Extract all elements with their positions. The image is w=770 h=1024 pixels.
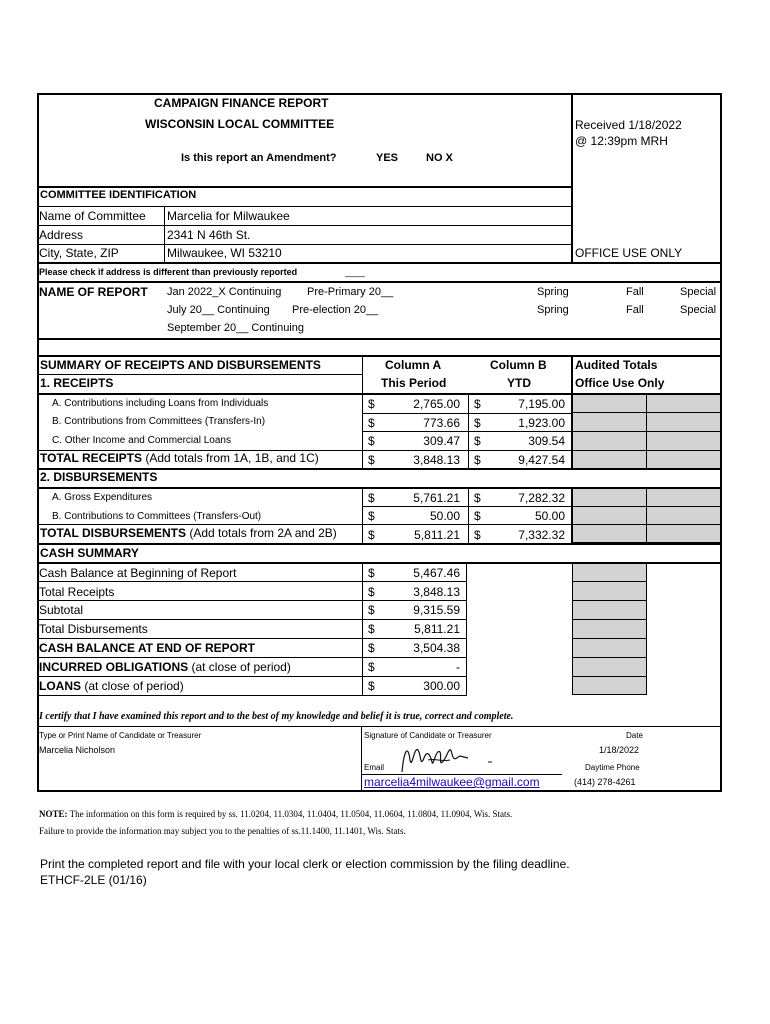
report-option-july[interactable]: July 20__ Continuing — [167, 304, 270, 316]
cash-row-subtotal-label: Subtotal — [39, 603, 84, 617]
audit-cell — [572, 563, 647, 582]
committee-name-label: Name of Committee — [39, 209, 146, 223]
currency-sign: $ — [368, 416, 375, 430]
certification-statement: I certify that I have examined this report and to the best of my knowledge and belief it is true, correct and complete. — [39, 711, 514, 722]
column-b-header: Column B — [490, 358, 547, 372]
total-disbursements-col-b[interactable]: 7,332.32 — [518, 528, 565, 542]
report-name-label: NAME OF REPORT — [39, 285, 148, 299]
receipt-row-b-col-b[interactable]: 1,923.00 — [518, 416, 565, 430]
signature-image — [398, 740, 498, 776]
total-receipts-label: TOTAL RECEIPTS (Add totals from 1A, 1B, and 1C) — [40, 451, 319, 465]
disb-row-a-col-b[interactable]: 7,282.32 — [518, 491, 565, 505]
receipt-row-a-label: A. Contributions including Loans from Individuals — [52, 398, 269, 409]
report-option-special-2[interactable]: Special — [680, 304, 717, 316]
currency-sign: $ — [368, 528, 375, 542]
audited-header: Audited Totals — [575, 358, 658, 372]
report-option-preelection[interactable]: Pre-election 20__ — [292, 304, 379, 316]
audit-cell — [572, 676, 647, 695]
column-a-header: Column A — [385, 358, 442, 372]
cash-row-disbursements-label: Total Disbursements — [39, 622, 148, 636]
audit-cell — [646, 431, 721, 451]
report-option-september[interactable]: September 20__ Continuing — [167, 322, 304, 334]
signature-label: Signature of Candidate or Treasurer — [364, 731, 492, 740]
audit-cell — [572, 450, 647, 469]
report-option-spring-2[interactable]: Spring — [537, 304, 569, 316]
receipt-row-a-col-a[interactable]: 2,765.00 — [413, 397, 460, 411]
city-value[interactable]: Milwaukee, WI 53210 — [167, 246, 282, 260]
audit-cell — [646, 524, 721, 543]
cash-balance-value[interactable]: 3,504.38 — [413, 641, 460, 655]
address-value[interactable]: 2341 N 46th St. — [167, 228, 251, 242]
currency-sign: $ — [368, 509, 375, 523]
currency-sign: $ — [474, 416, 481, 430]
currency-sign: $ — [368, 585, 375, 599]
audit-cell — [572, 619, 647, 639]
disb-row-b-label: B. Contributions to Committees (Transfers-Out) — [52, 511, 262, 522]
receipt-row-a-col-b[interactable]: 7,195.00 — [518, 397, 565, 411]
receipt-row-c-col-a[interactable]: 309.47 — [423, 434, 460, 448]
report-option-jan[interactable]: Jan 2022_X Continuing — [167, 286, 282, 298]
amendment-no[interactable]: NO X — [426, 152, 453, 164]
receipt-row-b-col-a[interactable]: 773.66 — [423, 416, 460, 430]
summary-title: SUMMARY OF RECEIPTS AND DISBURSEMENTS — [40, 358, 321, 372]
audit-cell — [646, 506, 721, 525]
loans-label: LOANS (at close of period) — [39, 679, 184, 693]
currency-sign: $ — [368, 622, 375, 636]
cash-balance-label: CASH BALANCE AT END OF REPORT — [39, 641, 255, 655]
audit-cell — [572, 638, 647, 658]
disb-row-a-label: A. Gross Expenditures — [52, 492, 153, 503]
currency-sign: $ — [368, 453, 375, 467]
audit-cell — [646, 412, 721, 432]
audit-cell — [572, 657, 647, 677]
report-option-preprimary[interactable]: Pre-Primary 20__ — [307, 286, 394, 298]
report-option-fall-1[interactable]: Fall — [626, 286, 644, 298]
amendment-question: Is this report an Amendment? — [181, 152, 337, 164]
currency-sign: $ — [474, 397, 481, 411]
amendment-yes[interactable]: YES — [376, 152, 399, 164]
audit-cell — [646, 488, 721, 507]
address-change-checkbox[interactable]: ____ — [345, 267, 366, 277]
currency-sign: $ — [474, 491, 481, 505]
committee-name-value[interactable]: Marcelia for Milwaukee — [167, 209, 290, 223]
receipt-row-c-col-b[interactable]: 309.54 — [528, 434, 565, 448]
footer-note: NOTE: The information on this form is required by ss. 11.0204, 11.0304, 11.0404, 11.0504, 11.0604, 11.0804, 11.0904, Wis. Stats. — [39, 809, 513, 819]
audit-cell — [572, 506, 647, 525]
audit-cell — [646, 394, 721, 413]
currency-sign: $ — [368, 679, 375, 693]
report-option-special-1[interactable]: Special — [680, 286, 717, 298]
email-link[interactable] — [364, 775, 540, 789]
date-value[interactable]: 1/18/2022 — [599, 745, 640, 755]
filing-instructions: Print the completed report and file with your local clerk or election commission by the filing deadline. — [40, 857, 570, 871]
audited-subheader: Office Use Only — [575, 376, 665, 390]
currency-sign: $ — [474, 453, 481, 467]
cash-row-subtotal-value[interactable]: 9,315.59 — [413, 603, 460, 617]
disbursements-heading: 2. DISBURSEMENTS — [40, 470, 158, 484]
cash-summary-heading: CASH SUMMARY — [40, 546, 139, 560]
currency-sign: $ — [474, 434, 481, 448]
receipt-row-b-label: B. Contributions from Committees (Transfers-In) — [52, 416, 266, 427]
address-change-note: Please check if address is different than previously reported — [39, 267, 298, 277]
incurred-obligations-value[interactable]: - — [456, 660, 460, 674]
form-title-line2: WISCONSIN LOCAL COMMITTEE — [145, 117, 335, 131]
currency-sign: $ — [474, 509, 481, 523]
total-disbursements-col-a[interactable]: 5,811.21 — [414, 528, 460, 542]
incurred-obligations-label: INCURRED OBLIGATIONS (at close of period) — [39, 660, 291, 674]
address-label: Address — [39, 228, 84, 242]
currency-sign: $ — [368, 434, 375, 448]
received-stamp: Received 1/18/2022 — [575, 118, 682, 132]
print-name-label: Type or Print Name of Candidate or Treasurer — [39, 731, 202, 740]
disb-row-b-col-a[interactable]: 50.00 — [429, 509, 460, 523]
total-receipts-col-a[interactable]: 3,848.13 — [413, 453, 460, 467]
currency-sign: $ — [368, 660, 375, 674]
loans-value[interactable]: 300.00 — [423, 679, 460, 693]
disb-row-a-col-a[interactable]: 5,761.21 — [413, 491, 460, 505]
committee-section-title: COMMITTEE IDENTIFICATION — [40, 189, 197, 201]
column-a-subheader: This Period — [381, 376, 447, 390]
cash-row-receipts-label: Total Receipts — [39, 585, 115, 599]
email-address[interactable]: marcelia4milwaukee@gmail.com — [364, 775, 540, 789]
column-b-subheader: YTD — [507, 376, 531, 390]
office-use-label: OFFICE USE ONLY — [575, 246, 683, 260]
date-label: Date — [626, 731, 643, 740]
received-time: @ 12:39pm MRH — [575, 134, 668, 148]
currency-sign: $ — [368, 397, 375, 411]
currency-sign: $ — [368, 491, 375, 505]
footer-note-penalty: Failure to provide the information may subject you to the penalties of ss.11.1400, 11.1401, Wis. Stats. — [39, 826, 406, 836]
receipts-heading: 1. RECEIPTS — [40, 376, 114, 390]
form-id: ETHCF-2LE (01/16) — [40, 873, 147, 887]
audit-cell — [572, 600, 647, 620]
report-option-fall-2[interactable]: Fall — [626, 304, 644, 316]
currency-sign: $ — [368, 566, 375, 580]
audit-cell — [572, 524, 647, 543]
currency-sign: $ — [474, 528, 481, 542]
phone-label: Daytime Phone — [585, 763, 640, 772]
cash-row-receipts-value[interactable]: 3,848.13 — [413, 585, 460, 599]
total-disbursements-label: TOTAL DISBURSEMENTS (Add totals from 2A and 2B) — [40, 526, 337, 540]
report-option-spring-1[interactable]: Spring — [537, 286, 569, 298]
audit-cell — [572, 488, 647, 507]
email-label: Email — [364, 763, 385, 772]
audit-cell — [646, 450, 721, 469]
cash-row-beginning-label: Cash Balance at Beginning of Report — [39, 566, 237, 580]
receipt-row-c-label: C. Other Income and Commercial Loans — [52, 435, 231, 446]
phone-value[interactable]: (414) 278-4261 — [574, 777, 636, 787]
total-receipts-col-b[interactable]: 9,427.54 — [518, 453, 565, 467]
audit-cell — [572, 412, 647, 432]
currency-sign: $ — [368, 641, 375, 655]
audit-cell — [572, 431, 647, 451]
audit-cell — [572, 394, 647, 413]
disb-row-b-col-b[interactable]: 50.00 — [534, 509, 565, 523]
print-name-value[interactable]: Marcelia Nicholson — [39, 745, 116, 755]
form-title-line1: CAMPAIGN FINANCE REPORT — [154, 96, 329, 110]
cash-row-beginning-value[interactable]: 5,467.46 — [413, 566, 460, 580]
city-label: City, State, ZIP — [39, 246, 119, 260]
currency-sign: $ — [368, 603, 375, 617]
audit-cell — [572, 581, 647, 601]
cash-row-disbursements-value[interactable]: 5,811.21 — [414, 622, 460, 636]
